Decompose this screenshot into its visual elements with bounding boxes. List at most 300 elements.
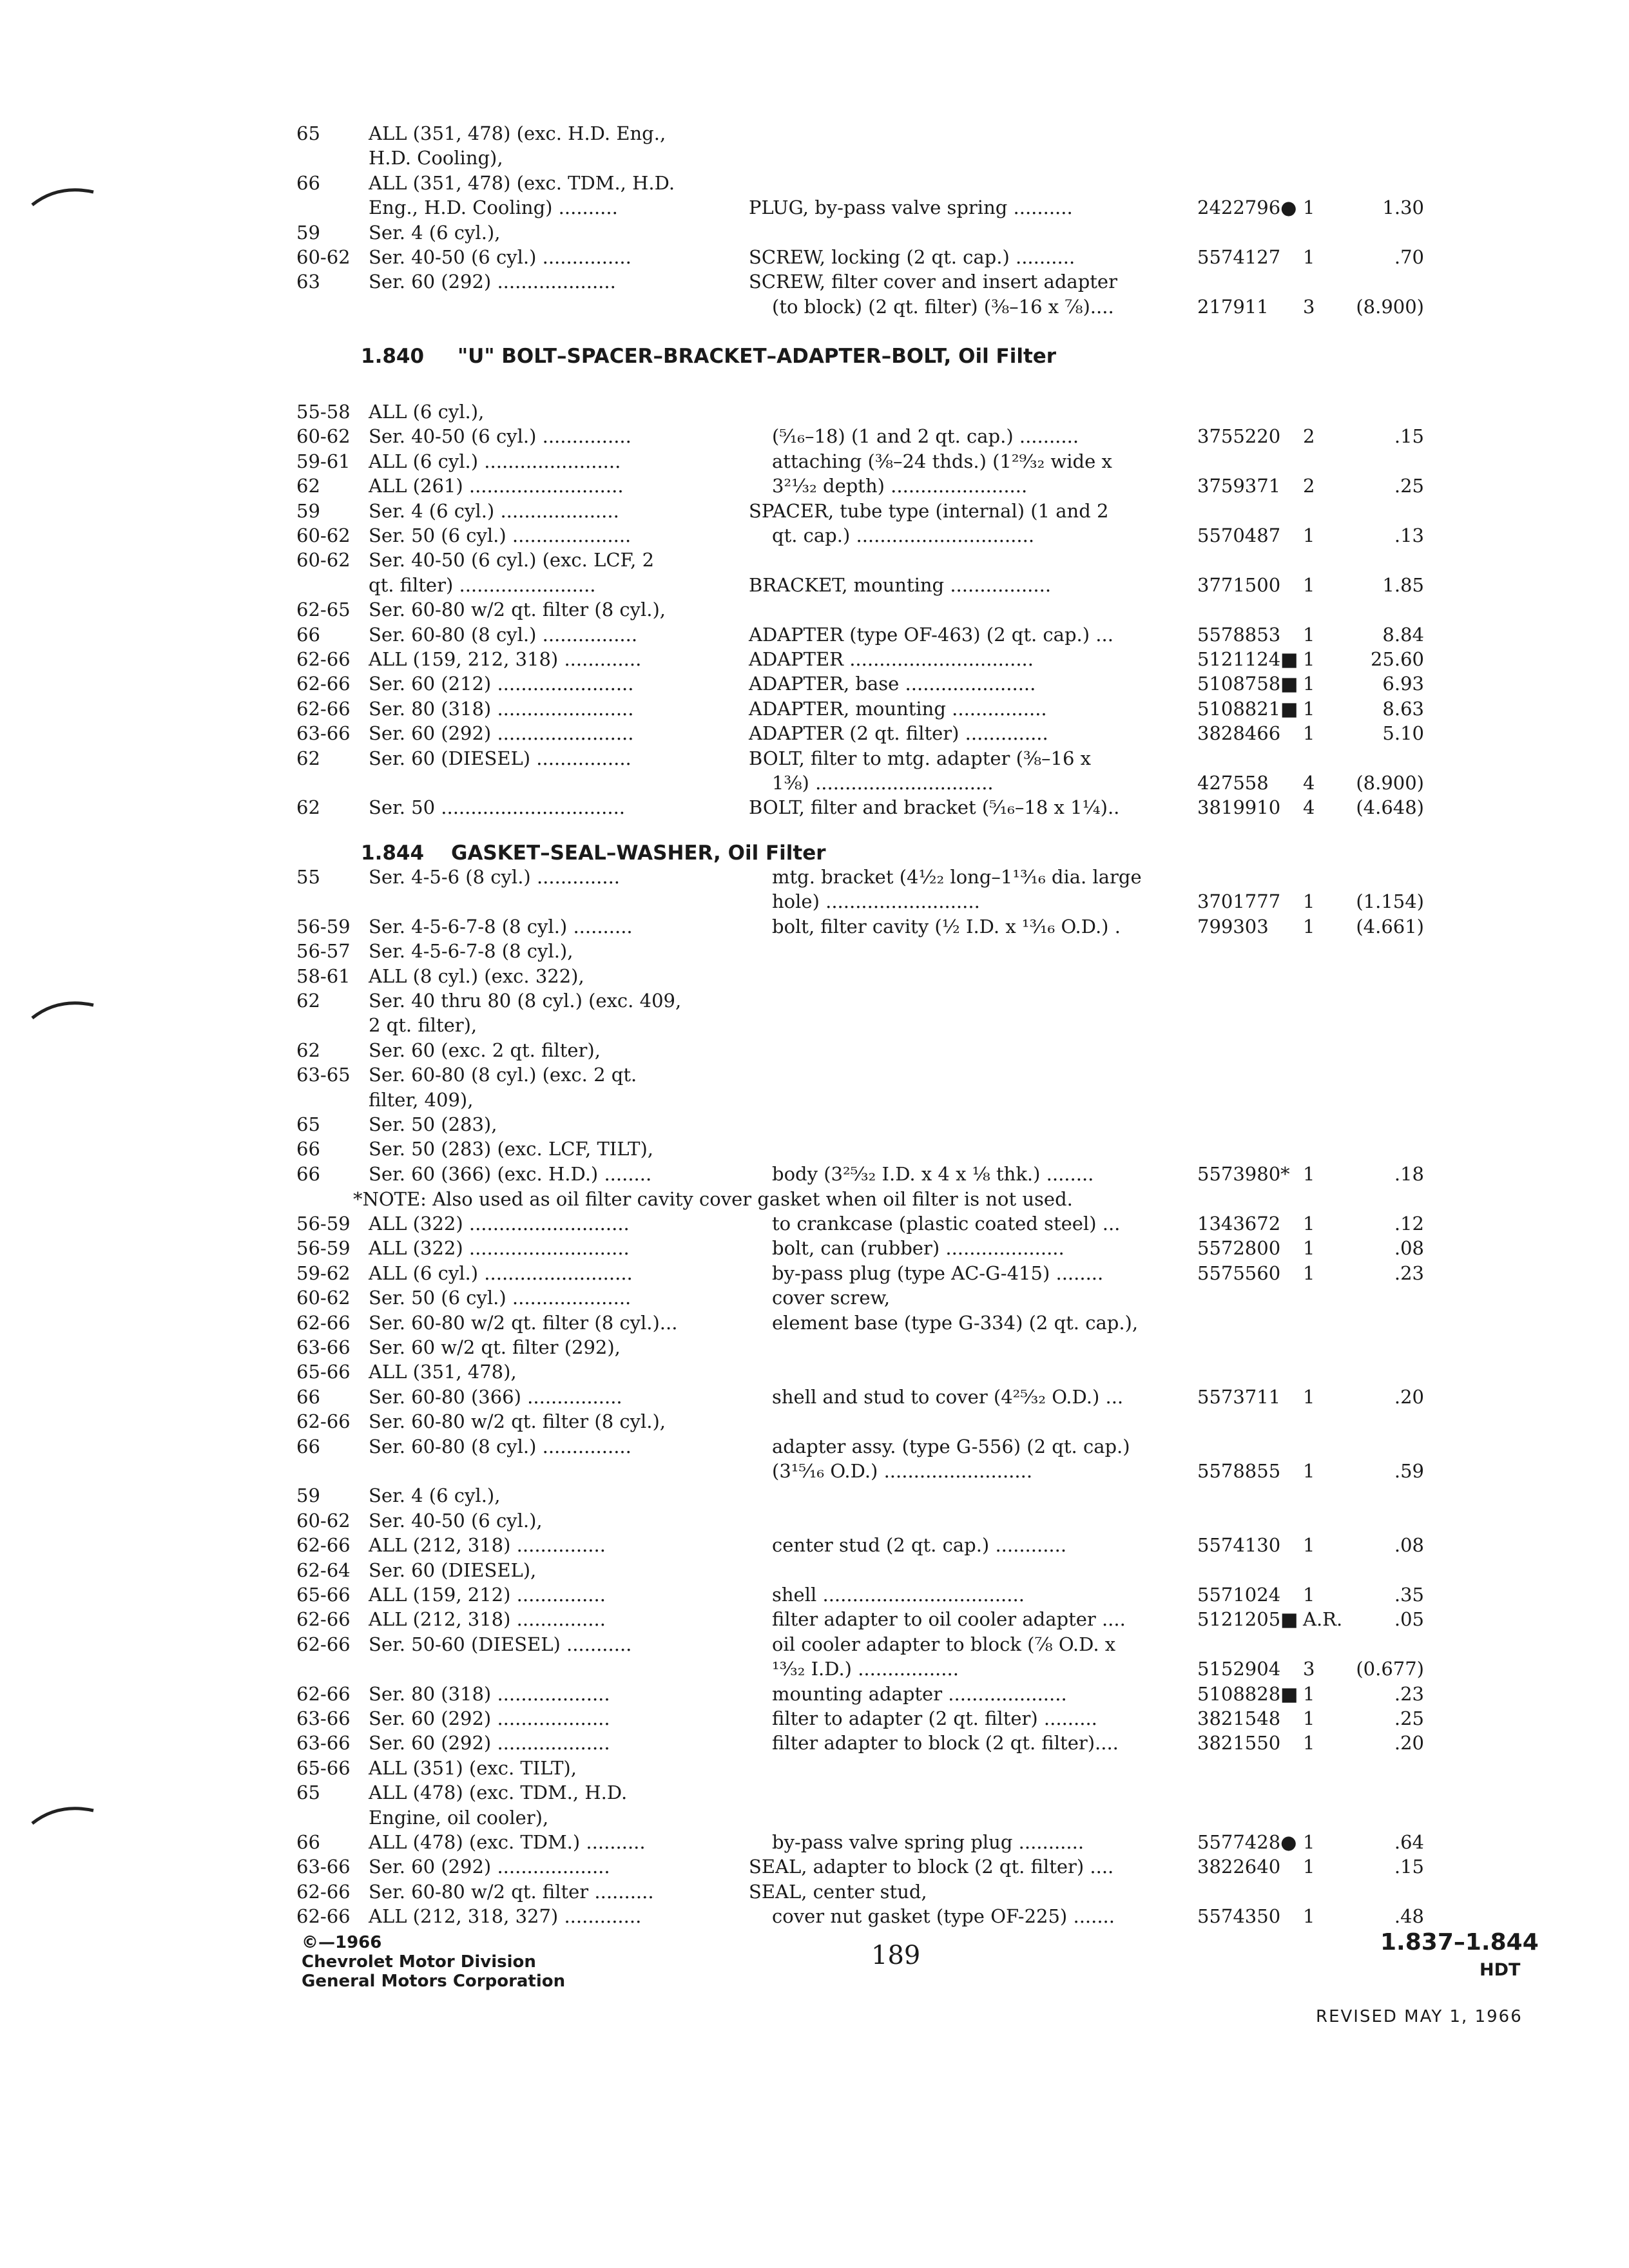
model-year: 66 [296, 172, 320, 194]
model-year: 62-66 [296, 1312, 351, 1334]
quantity: 1 [1303, 916, 1315, 937]
model-year: 60-62 [296, 1287, 351, 1309]
table-row [0, 1409, 1629, 1434]
application: ALL (351, 478), [369, 1361, 517, 1383]
price: .15 [1394, 1856, 1424, 1878]
price: .20 [1394, 1732, 1424, 1754]
part-number: 5121124■ [1197, 648, 1298, 670]
application: ALL (478) (exc. TDM., H.D. [369, 1782, 628, 1803]
part-number: 799303 [1197, 916, 1269, 937]
quantity: 1 [1303, 1707, 1315, 1729]
table-row [0, 746, 1629, 771]
part-number: 5574130 [1197, 1534, 1281, 1556]
table-row [0, 1088, 1629, 1112]
part-description: body (3²⁵⁄₃₂ I.D. x 4 x ⅛ thk.) ........ [772, 1163, 1094, 1185]
application: Ser. 50 (6 cyl.) .................... [369, 1287, 631, 1309]
table-row [0, 1607, 1629, 1631]
table-row [0, 1805, 1629, 1830]
price: .08 [1394, 1237, 1424, 1259]
table-row [0, 1112, 1629, 1137]
application: ALL (212, 318) ............... [369, 1534, 606, 1556]
table-row [0, 548, 1629, 572]
model-year: 60-62 [296, 1510, 351, 1532]
model-year: 62-66 [296, 1633, 351, 1655]
quantity: 4 [1303, 772, 1315, 794]
note-text: *NOTE: Also used as oil filter cavity cover gasket when oil filter is not used. [353, 1188, 1073, 1210]
part-description: BOLT, filter and bracket (⁵⁄₁₆–18 x 1¼).. [749, 796, 1120, 818]
table-row [0, 1385, 1629, 1409]
price: 8.84 [1382, 624, 1424, 646]
application: Ser. 60-80 w/2 qt. filter .......... [369, 1881, 654, 1903]
quantity: 1 [1303, 1856, 1315, 1878]
table-row [0, 1756, 1629, 1780]
table-row [0, 1360, 1629, 1384]
application: Ser. 60 (exc. 2 qt. filter), [369, 1039, 601, 1061]
application: Ser. 40-50 (6 cyl.) (exc. LCF, 2 [369, 549, 655, 571]
model-year: 59 [296, 222, 320, 244]
price: .48 [1394, 1905, 1424, 1927]
model-year: 60-62 [296, 425, 351, 447]
table-row [0, 1682, 1629, 1706]
part-description: SCREW, locking (2 qt. cap.) .......... [749, 246, 1075, 268]
part-description: ADAPTER (2 qt. filter) .............. [749, 722, 1048, 744]
table-row [0, 1657, 1629, 1681]
part-number: 3828466 [1197, 722, 1281, 744]
table-row [0, 889, 1629, 914]
model-year: 65 [296, 1113, 320, 1135]
application: Ser. 40-50 (6 cyl.) ............... [369, 425, 631, 447]
part-number: 5574127 [1197, 246, 1281, 268]
model-year: 62-66 [296, 698, 351, 720]
quantity: 1 [1303, 1460, 1315, 1482]
price: .35 [1394, 1584, 1424, 1606]
page-number: 189 [871, 1941, 921, 1970]
model-year: 62-64 [296, 1559, 351, 1581]
part-description: BOLT, filter to mtg. adapter (⅜–16 x [749, 747, 1092, 769]
model-year: 63-66 [296, 1336, 351, 1358]
model-year: 66 [296, 1163, 320, 1185]
table-row [0, 121, 1629, 146]
model-year: 55-58 [296, 401, 351, 423]
quantity: 3 [1303, 296, 1315, 318]
part-number: 5108821■ [1197, 698, 1298, 720]
table-row [0, 1854, 1629, 1879]
part-number: 5573711 [1197, 1386, 1281, 1408]
part-number: 1343672 [1197, 1213, 1281, 1235]
part-number: 5578855 [1197, 1460, 1281, 1482]
quantity: 1 [1303, 1584, 1315, 1606]
table-row [0, 721, 1629, 745]
part-description: cover nut gasket (type OF-225) ....... [772, 1905, 1115, 1927]
quantity: 1 [1303, 524, 1315, 546]
model-year: 63-66 [296, 1707, 351, 1729]
price: .70 [1394, 246, 1424, 268]
part-number: 5577428● [1197, 1831, 1297, 1853]
quantity: A.R. [1303, 1608, 1343, 1630]
copyright: ©—1966 [302, 1933, 382, 1952]
part-description: to crankcase (plastic coated steel) ... [772, 1213, 1121, 1235]
part-number: 5574350 [1197, 1905, 1281, 1927]
table-row [0, 771, 1629, 795]
part-description: (⁵⁄₁₆–18) (1 and 2 qt. cap.) .......... [772, 425, 1079, 447]
application: Ser. 4 (6 cyl.) .................... [369, 500, 619, 522]
price: (1.154) [1356, 890, 1424, 912]
table-row [0, 1434, 1629, 1459]
table-row [0, 1904, 1629, 1928]
price: (8.900) [1356, 296, 1424, 318]
model-year: 59 [296, 500, 320, 522]
price: (0.677) [1356, 1658, 1424, 1680]
price: .05 [1394, 1608, 1424, 1630]
part-description: by-pass valve spring plug ........... [772, 1831, 1084, 1853]
quantity: 3 [1303, 1658, 1315, 1680]
part-number: 3771500 [1197, 574, 1281, 596]
price: 6.93 [1382, 673, 1424, 695]
application: Ser. 50 (6 cyl.) .................... [369, 524, 631, 546]
table-row [0, 195, 1629, 220]
part-description: ¹³⁄₃₂ I.D.) ................. [772, 1658, 959, 1680]
table-row [0, 1236, 1629, 1260]
model-year: 63-65 [296, 1064, 351, 1086]
table-row [0, 1558, 1629, 1582]
quantity: 1 [1303, 698, 1315, 720]
table-row [0, 399, 1629, 424]
part-description: SPACER, tube type (internal) (1 and 2 [749, 500, 1109, 522]
application: Ser. 60-80 w/2 qt. filter (8 cyl.), [369, 1410, 666, 1432]
application: Ser. 4-5-6-7-8 (8 cyl.) .......... [369, 916, 633, 937]
application: ALL (322) ........................... [369, 1237, 630, 1259]
price: .64 [1394, 1831, 1424, 1853]
quantity: 1 [1303, 890, 1315, 912]
application: Ser. 60-80 (8 cyl.) ............... [369, 1436, 631, 1457]
price: 1.30 [1382, 197, 1424, 218]
price: .13 [1394, 524, 1424, 546]
part-number: 5573980* [1197, 1163, 1290, 1185]
model-year: 62-66 [296, 1683, 351, 1705]
application: Ser. 50 (283), [369, 1113, 497, 1135]
quantity: 1 [1303, 1732, 1315, 1754]
table-row [0, 1508, 1629, 1533]
model-year: 63-66 [296, 1856, 351, 1878]
part-description: ADAPTER, mounting ................ [749, 698, 1047, 720]
price: .15 [1394, 425, 1424, 447]
price: 8.63 [1382, 698, 1424, 720]
model-year: 62 [296, 990, 320, 1012]
part-description: center stud (2 qt. cap.) ............ [772, 1534, 1067, 1556]
application: Ser. 4 (6 cyl.), [369, 1485, 501, 1506]
note-row [0, 1187, 1629, 1211]
price: .59 [1394, 1460, 1424, 1482]
model-year: 59 [296, 1485, 320, 1506]
table-row [0, 1335, 1629, 1360]
application: filter, 409), [369, 1089, 474, 1111]
part-description: 3²¹⁄₃₂ depth) ....................... [772, 475, 1028, 497]
quantity: 1 [1303, 624, 1315, 646]
quantity: 1 [1303, 246, 1315, 268]
quantity: 1 [1303, 1163, 1315, 1185]
part-number: 5572800 [1197, 1237, 1281, 1259]
application: ALL (212, 318) ............... [369, 1608, 606, 1630]
division-name: Chevrolet Motor Division [302, 1952, 536, 1972]
part-description: (3¹⁵⁄₁₆ O.D.) ......................... [772, 1460, 1033, 1482]
table-row [0, 1780, 1629, 1805]
application: H.D. Cooling), [369, 147, 503, 169]
application: Ser. 60 w/2 qt. filter (292), [369, 1336, 621, 1358]
application: Ser. 60 (DIESEL), [369, 1559, 537, 1581]
part-number: 5578853 [1197, 624, 1281, 646]
model-year: 63 [296, 271, 320, 293]
part-description: shell and stud to cover (4²⁵⁄₃₂ O.D.) ... [772, 1386, 1124, 1408]
table-row [0, 474, 1629, 498]
table-row [0, 449, 1629, 474]
quantity: 1 [1303, 673, 1315, 695]
model-year: 59-61 [296, 450, 351, 472]
application: ALL (159, 212, 318) ............. [369, 648, 642, 670]
model-year: 56-59 [296, 1237, 351, 1259]
part-number: 5121205■ [1197, 1608, 1298, 1630]
application: Ser. 60-80 w/2 qt. filter (8 cyl.)... [369, 1312, 678, 1334]
application: Engine, oil cooler), [369, 1807, 549, 1829]
quantity: 1 [1303, 1831, 1315, 1853]
application: Ser. 4-5-6 (8 cyl.) .............. [369, 866, 620, 888]
quantity: 1 [1303, 1683, 1315, 1705]
part-number: 3821550 [1197, 1732, 1281, 1754]
application: ALL (478) (exc. TDM.) .......... [369, 1831, 646, 1853]
application: Ser. 50 (283) (exc. LCF, TILT), [369, 1138, 654, 1160]
price: (4.648) [1356, 796, 1424, 818]
application: Ser. 60-80 (8 cyl.) ................ [369, 624, 638, 646]
quantity: 4 [1303, 796, 1315, 818]
part-description: filter adapter to oil cooler adapter .... [772, 1608, 1126, 1630]
table-row [0, 1285, 1629, 1310]
quantity: 1 [1303, 648, 1315, 670]
part-number: 427558 [1197, 772, 1269, 794]
application: Ser. 40-50 (6 cyl.), [369, 1510, 543, 1532]
table-row [0, 573, 1629, 597]
application: Ser. 60 (292) ....................... [369, 722, 634, 744]
table-row [0, 499, 1629, 523]
table-row [0, 1483, 1629, 1508]
table-row [0, 914, 1629, 939]
table-row [0, 1013, 1629, 1037]
section-number: 1.844 [361, 841, 425, 865]
part-description: attaching (⅜–24 thds.) (1²⁹⁄₃₂ wide x [772, 450, 1112, 472]
model-year: 56-59 [296, 1213, 351, 1235]
model-year: 62-66 [296, 1881, 351, 1903]
application: ALL (351) (exc. TILT), [369, 1757, 577, 1779]
model-year: 55 [296, 866, 320, 888]
model-year: 62 [296, 1039, 320, 1061]
part-description: element base (type G-334) (2 qt. cap.), [772, 1312, 1139, 1334]
price: .23 [1394, 1683, 1424, 1705]
application: Ser. 60 (292) ................... [369, 1856, 610, 1878]
part-number: 5575560 [1197, 1262, 1281, 1284]
part-description: hole) .......................... [772, 890, 980, 912]
part-description: ADAPTER, base ...................... [749, 673, 1036, 695]
model-year: 62-66 [296, 648, 351, 670]
model-year: 65 [296, 122, 320, 144]
model-year: 66 [296, 1436, 320, 1457]
application: Ser. 80 (318) ....................... [369, 698, 634, 720]
quantity: 1 [1303, 574, 1315, 596]
application: ALL (6 cyl.) ......................... [369, 1262, 633, 1284]
revised-date: REVISED MAY 1, 1966 [1316, 2007, 1523, 2026]
quantity: 2 [1303, 475, 1315, 497]
table-row [0, 523, 1629, 548]
table-row [0, 988, 1629, 1013]
model-year: 60-62 [296, 549, 351, 571]
part-description: (to block) (2 qt. filter) (⅜–16 x ⅞).... [772, 296, 1114, 318]
model-year: 63-66 [296, 1732, 351, 1754]
part-description: SEAL, center stud, [749, 1881, 927, 1903]
price: .20 [1394, 1386, 1424, 1408]
model-year: 59-62 [296, 1262, 351, 1284]
application: Ser. 60 (292) .................... [369, 271, 616, 293]
part-description: shell .................................. [772, 1584, 1025, 1606]
part-description: bolt, can (rubber) .................... [772, 1237, 1065, 1259]
part-description: by-pass plug (type AC-G-415) ........ [772, 1262, 1104, 1284]
application: Ser. 60 (366) (exc. H.D.) ........ [369, 1163, 652, 1185]
application: Ser. 60 (212) ....................... [369, 673, 634, 695]
price: .12 [1394, 1213, 1424, 1235]
application: ALL (351, 478) (exc. TDM., H.D. [369, 172, 675, 194]
table-row [0, 865, 1629, 889]
table-row [0, 597, 1629, 622]
model-year: 66 [296, 1386, 320, 1408]
price: (8.900) [1356, 772, 1424, 794]
table-row [0, 1261, 1629, 1285]
hdt-label: HDT [1480, 1960, 1521, 1980]
table-row [0, 1162, 1629, 1186]
quantity: 1 [1303, 1237, 1315, 1259]
application: Ser. 60 (292) ................... [369, 1707, 610, 1729]
part-description: mounting adapter .................... [772, 1683, 1067, 1705]
corporation-name: General Motors Corporation [302, 1972, 566, 1991]
part-number: 3755220 [1197, 425, 1281, 447]
application: Ser. 60 (292) ................... [369, 1732, 610, 1754]
price: 1.85 [1382, 574, 1424, 596]
table-row [0, 964, 1629, 988]
model-year: 65 [296, 1782, 320, 1803]
quantity: 1 [1303, 1534, 1315, 1556]
section-title: GASKET–SEAL–WASHER, Oil Filter [451, 841, 826, 865]
model-year: 58-61 [296, 965, 351, 987]
application: ALL (212, 318, 327) ............. [369, 1905, 642, 1927]
price: 5.10 [1382, 722, 1424, 744]
table-row [0, 1311, 1629, 1335]
model-year: 60-62 [296, 246, 351, 268]
application: Ser. 50-60 (DIESEL) ........... [369, 1633, 632, 1655]
application: Ser. 40-50 (6 cyl.) ............... [369, 246, 631, 268]
application: Ser. 60-80 (366) ................ [369, 1386, 622, 1408]
model-year: 60-62 [296, 524, 351, 546]
table-row [0, 697, 1629, 721]
application: Ser. 4 (6 cyl.), [369, 222, 501, 244]
part-description: PLUG, by-pass valve spring .......... [749, 197, 1073, 218]
table-row [0, 939, 1629, 963]
table-row [0, 424, 1629, 448]
table-row [0, 269, 1629, 294]
table-row [0, 1211, 1629, 1236]
section-heading-1844 [0, 840, 1629, 867]
part-description: oil cooler adapter to block (⅞ O.D. x [772, 1633, 1116, 1655]
model-year: 65-66 [296, 1361, 351, 1383]
model-year: 62-66 [296, 673, 351, 695]
application: ALL (322) ........................... [369, 1213, 630, 1235]
section-title: "U" BOLT–SPACER–BRACKET–ADAPTER–BOLT, Oil Filter [458, 345, 1057, 368]
model-year: 62 [296, 747, 320, 769]
table-row [0, 1706, 1629, 1731]
application: Ser. 80 (318) ................... [369, 1683, 610, 1705]
quantity: 1 [1303, 1905, 1315, 1927]
part-description: SEAL, adapter to block (2 qt. filter) .... [749, 1856, 1114, 1878]
model-year: 62-65 [296, 599, 351, 620]
table-row [0, 146, 1629, 170]
table-row [0, 671, 1629, 696]
part-description: ADAPTER ............................... [749, 648, 1034, 670]
part-description: BRACKET, mounting ................. [749, 574, 1052, 596]
table-row [0, 1582, 1629, 1607]
part-number: 5108828■ [1197, 1683, 1298, 1705]
part-number: 3701777 [1197, 890, 1281, 912]
part-number: 3821548 [1197, 1707, 1281, 1729]
part-number: 5108758■ [1197, 673, 1298, 695]
table-row [0, 1137, 1629, 1161]
model-year: 62-66 [296, 1534, 351, 1556]
quantity: 1 [1303, 197, 1315, 218]
application: 2 qt. filter), [369, 1014, 477, 1036]
price: .08 [1394, 1534, 1424, 1556]
application: qt. filter) ....................... [369, 574, 596, 596]
model-year: 56-59 [296, 916, 351, 937]
price: .18 [1394, 1163, 1424, 1185]
table-row [0, 171, 1629, 195]
quantity: 1 [1303, 1262, 1315, 1284]
application: ALL (8 cyl.) (exc. 322), [369, 965, 584, 987]
table-row [0, 622, 1629, 647]
model-year: 62-66 [296, 1410, 351, 1432]
price: .23 [1394, 1262, 1424, 1284]
part-description: filter to adapter (2 qt. filter) ......... [772, 1707, 1097, 1729]
table-row [0, 1879, 1629, 1904]
part-description: qt. cap.) .............................. [772, 524, 1035, 546]
application: Ser. 4-5-6-7-8 (8 cyl.), [369, 940, 574, 962]
application: Eng., H.D. Cooling) .......... [369, 197, 618, 218]
part-number: 3819910 [1197, 796, 1281, 818]
part-description: 1⅜) .............................. [772, 772, 994, 794]
application: Ser. 50 ............................... [369, 796, 626, 818]
table-row [0, 1632, 1629, 1657]
application: ALL (261) .......................... [369, 475, 624, 497]
model-year: 65-66 [296, 1757, 351, 1779]
part-number: 5152904 [1197, 1658, 1281, 1680]
part-description: filter adapter to block (2 qt. filter).... [772, 1732, 1119, 1754]
section-heading-1840 [0, 343, 1629, 370]
application: ALL (6 cyl.), [369, 401, 485, 423]
quantity: 1 [1303, 1386, 1315, 1408]
application: Ser. 60-80 w/2 qt. filter (8 cyl.), [369, 599, 666, 620]
table-row [0, 1830, 1629, 1854]
table-row [0, 1038, 1629, 1062]
section-number: 1.840 [361, 345, 425, 368]
part-description: cover screw, [772, 1287, 891, 1309]
part-description: bolt, filter cavity (½ I.D. x ¹³⁄₁₆ O.D.) . [772, 916, 1121, 937]
model-year: 62-66 [296, 1905, 351, 1927]
application: Ser. 40 thru 80 (8 cyl.) (exc. 409, [369, 990, 682, 1012]
model-year: 66 [296, 1831, 320, 1853]
table-row [0, 647, 1629, 671]
application: ALL (6 cyl.) ....................... [369, 450, 621, 472]
